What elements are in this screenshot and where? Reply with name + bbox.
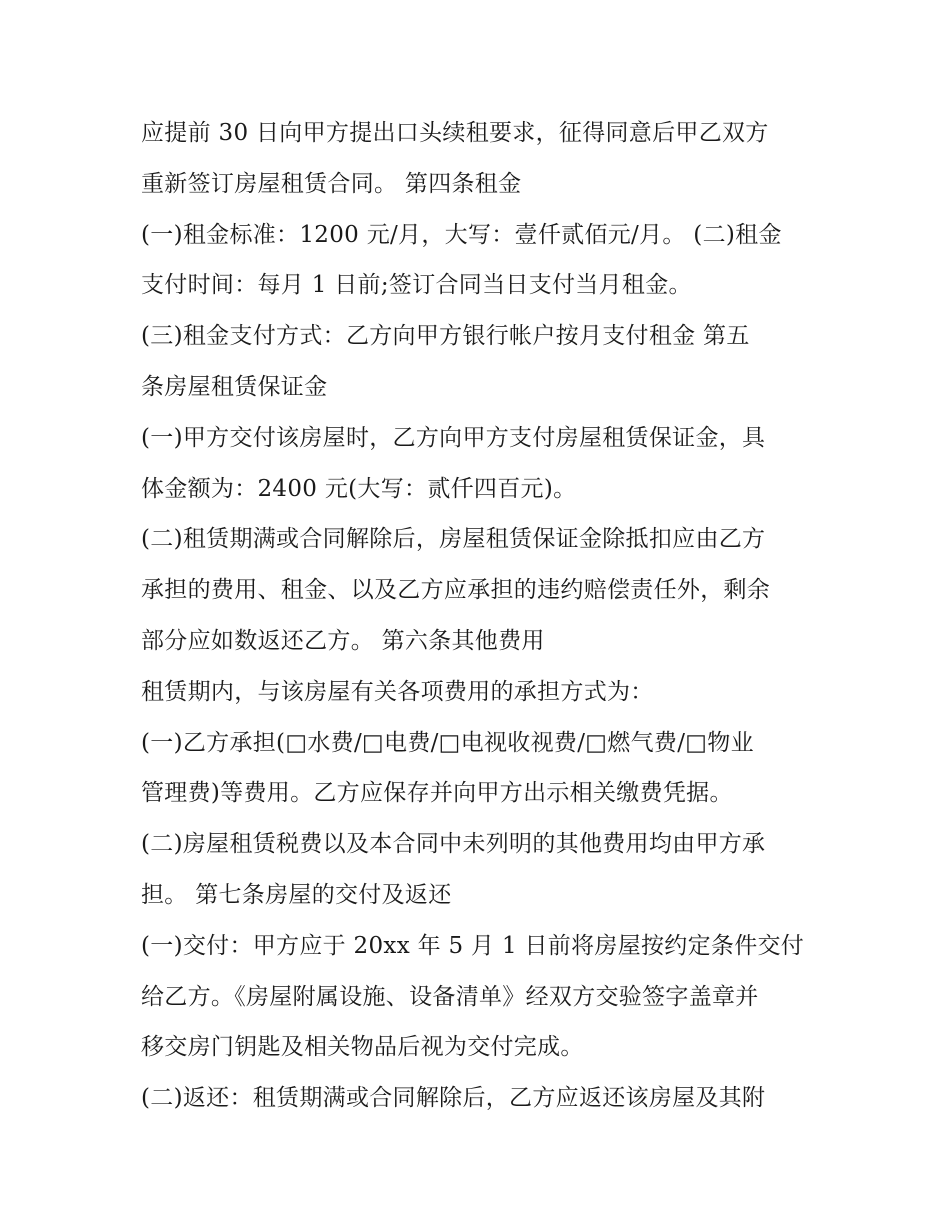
- text-line: 部分应如数返还乙方。 第六条其他费用: [141, 627, 545, 654]
- text-line: 移交房门钥匙及相关物品后视为交付完成。: [141, 1034, 584, 1061]
- text-line: (一)租金标准：1200 元/月，大写：壹仟贰佰元/月。 (二)租金: [141, 221, 782, 248]
- text-line: 担。 第七条房屋的交付及返还: [141, 881, 452, 908]
- contract-text-body: [141, 108, 821, 1124]
- text-line: (三)租金支付方式：乙方向甲方银行帐户按月支付租金 第五: [141, 323, 750, 350]
- text-line: 支付时间：每月 1 日前;签订合同当日支付当月租金。: [141, 272, 692, 299]
- text-line: 管理费)等费用。乙方应保存并向甲方出示相关缴费凭据。: [141, 780, 733, 807]
- text-line: 条房屋租赁保证金: [141, 373, 328, 400]
- text-line: 承担的费用、租金、以及乙方应承担的违约赔偿责任外，剩余: [141, 577, 771, 604]
- text-line: 给乙方。《房屋附属设施、设备清单》经双方交验签字盖章并: [141, 983, 759, 1010]
- text-line: (一)甲方交付该房屋时，乙方向甲方支付房屋租赁保证金，具: [141, 424, 766, 451]
- text-line: (二)房屋租赁税费以及本合同中未列明的其他费用均由甲方承: [141, 831, 766, 858]
- text-line: (二)返还：租赁期满或合同解除后，乙方应返还该房屋及其附: [141, 1085, 766, 1112]
- text-line: 体金额为：2400 元(大写：贰仟四百元)。: [141, 475, 577, 502]
- text-line: 应提前 30 日向甲方提出口头续租要求，征得同意后甲乙双方: [141, 120, 769, 146]
- text-line: (一)乙方承担(□水费/□电费/□电视收视费/□燃气费/□物业: [141, 729, 754, 756]
- text-line: 重新签订房屋租赁合同。 第四条租金: [141, 170, 522, 197]
- text-line: 租赁期内，与该房屋有关各项费用的承担方式为：: [141, 678, 654, 705]
- text-line: (二)租赁期满或合同解除后，房屋租赁保证金除抵扣应由乙方: [141, 526, 766, 553]
- text-line: (一)交付：甲方应于 20xx 年 5 月 1 日前将房屋按约定条件交付: [141, 932, 805, 959]
